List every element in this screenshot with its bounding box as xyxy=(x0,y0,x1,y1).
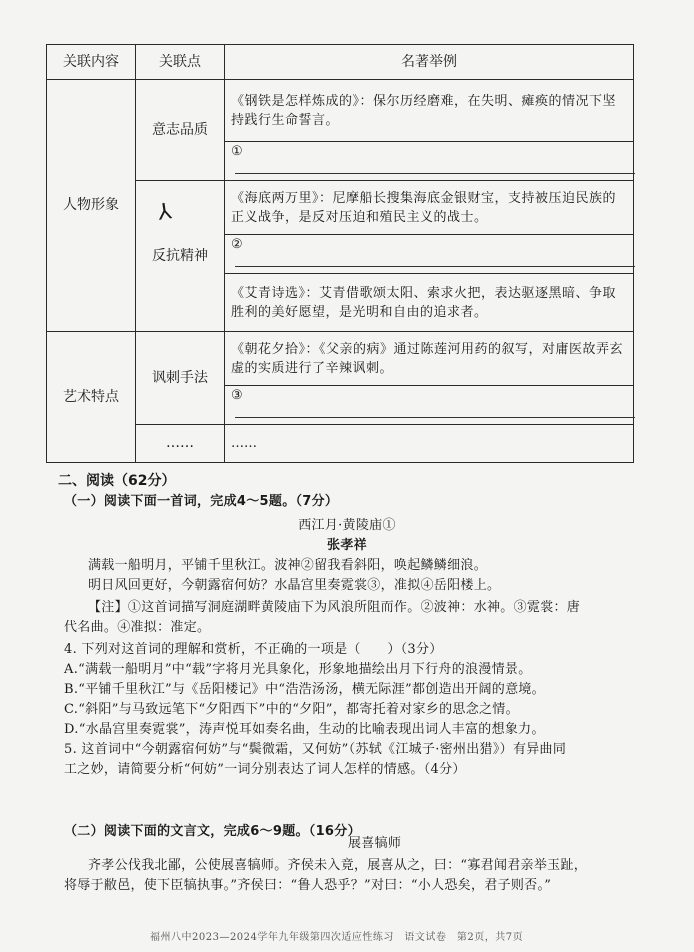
part1-instruction: （一）阅读下面一首词，完成4～5题。（7分） xyxy=(64,494,339,509)
question-5-line-2: 工之妙，请简要分析“何妨”一词分别表达了词人怎样的情感。（4分） xyxy=(64,762,466,777)
part2-instruction: （二）阅读下面的文言文，完成6～9题。（16分） xyxy=(64,824,361,839)
option-a: A.“满载一船明月”中“载”字将月光具象化，形象地描绘出月下行舟的浪漫情景。 xyxy=(64,662,532,677)
table-row xyxy=(47,181,634,235)
table-row xyxy=(47,332,634,386)
poem-note-1: 【注】①这首词描写洞庭湖畔黄陵庙下为风浪所阻而作。②波神：水神。③霓裳：唐 xyxy=(88,600,581,615)
prose-line-2: 将辱于敝邑，使下臣犒执事。”齐侯曰：“鲁人恐乎？”对曰：“小人恐矣，君子则否。” xyxy=(64,878,552,893)
blank-cell-2[interactable] xyxy=(225,235,634,274)
answer-line xyxy=(235,405,635,418)
example-cell: 《朝花夕拾》：《父亲的病》通过陈莲河用药的叙写，对庸医故弄玄虚的实质进行了辛辣讽刺。 xyxy=(225,332,634,386)
option-d: D.“水晶宫里奏霓裳”，涛声悦耳如奏名曲，生动的比喻表现出词人丰富的想象力。 xyxy=(64,722,545,737)
option-b: B.“平铺千里秋江”与《岳阳楼记》中“浩浩汤汤，横无际涯”都创造出开阔的意境。 xyxy=(64,682,545,697)
header-examples: 名著举例 xyxy=(225,45,634,80)
prose-line-1: 齐孝公伐我北鄙，公使展喜犒师。齐侯未入竟，展喜从之，曰：“寡君闻君亲举玉趾， xyxy=(88,858,588,873)
example-cell: 《艾青诗选》：艾青借歌颂太阳、索求火把，表达驱逐黑暗、争取胜利的美好愿望，是光明和自由的追求者。 xyxy=(225,274,634,332)
example-etc: …… xyxy=(225,425,634,463)
blank-number: ① xyxy=(231,144,243,159)
blank-number: ③ xyxy=(231,388,243,403)
answer-line xyxy=(235,254,635,267)
prose-title: 展喜犒师 xyxy=(348,836,402,851)
option-c: C.“斜阳”与马致远笔下“夕阳西下”中的“夕阳”，都寄托着对家乡的思念之情。 xyxy=(64,702,519,717)
point-will: 意志品质 xyxy=(136,80,225,181)
page-footer: 福州八中2023—2024学年九年级第四次适应性练习 语文试卷 第2页，共7页 xyxy=(150,932,524,943)
association-table xyxy=(46,44,634,463)
poem-note-2: 代名曲。④准拟：准定。 xyxy=(64,620,211,635)
group-character: 人物形象 xyxy=(47,80,136,332)
example-cell: 《海底两万里》：尼摩船长搜集海底金银财宝，支持被压迫民族的正义战争，是反对压迫和殖民主义的战士。 xyxy=(225,181,634,235)
question-5-line-1: 5. 这首词中“今朝露宿何妨”与“鬓微霜，又何妨”（苏轼《江城子·密州出猎》）有异曲同 xyxy=(64,742,567,757)
point-etc: …… xyxy=(136,425,225,463)
group-art: 艺术特点 xyxy=(47,332,136,463)
question-4: 4. 下列对这首词的理解和赏析，不正确的一项是（ ）（3分） xyxy=(64,642,443,657)
point-satire: 讽刺手法 xyxy=(136,332,225,425)
blank-number: ② xyxy=(231,237,243,252)
table-row xyxy=(47,425,634,463)
poem-line-2: 明日风回更好，今朝露宿何妨？水晶宫里奏霓裳③，准拟④岳阳楼上。 xyxy=(88,578,501,593)
poet-name: 张孝祥 xyxy=(327,538,367,553)
header-content: 关联内容 xyxy=(47,45,136,80)
blank-cell-3[interactable] xyxy=(225,386,634,425)
table-row xyxy=(47,80,634,142)
answer-line xyxy=(235,161,635,174)
section-title: 二、阅读（62分） xyxy=(58,473,176,489)
blank-cell-1[interactable] xyxy=(225,142,634,181)
handwritten-mark: ⅄ xyxy=(156,199,174,226)
header-point: 关联点 xyxy=(136,45,225,80)
example-cell: 《钢铁是怎样炼成的》：保尔历经磨难，在失明、瘫痪的情况下坚持践行生命誓言。 xyxy=(225,80,634,142)
poem-title: 西江月·黄陵庙① xyxy=(298,518,396,533)
point-resistance: 反抗精神 xyxy=(136,181,225,332)
table-header-row xyxy=(47,45,634,80)
poem-line-1: 满载一船明月，平铺千里秋江。波神②留我看斜阳，唤起鳞鳞细浪。 xyxy=(88,558,488,573)
